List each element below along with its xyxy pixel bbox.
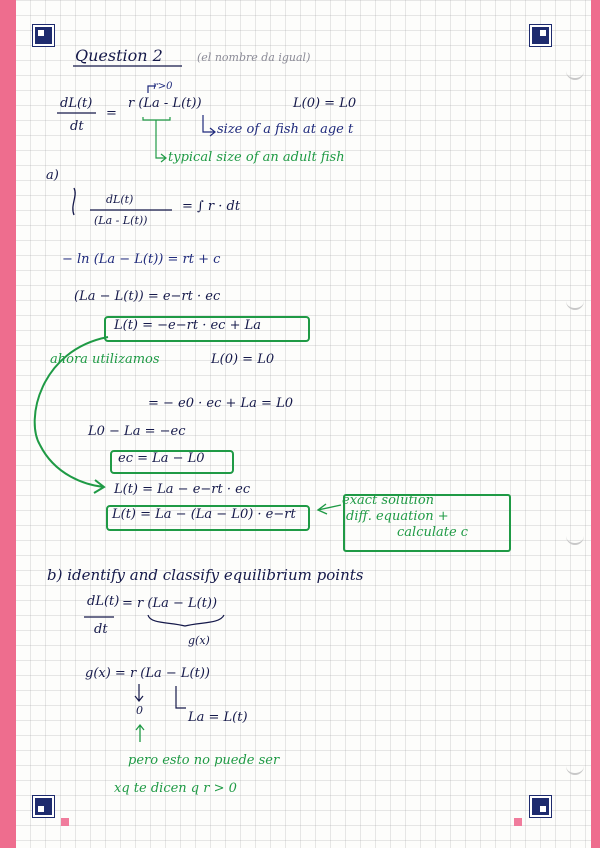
note-size-fish: size of a fish at age t — [217, 122, 354, 137]
integral-numerator: dL(t) — [106, 193, 134, 206]
step-solve-c: L0 − La = −ec — [88, 424, 186, 439]
r-pointer-arrow — [148, 86, 156, 93]
eqb-denominator: dt — [94, 622, 108, 637]
g-line: g(x) = r (La − L(t)) — [85, 666, 210, 681]
question-subtitle: (el nombre da igual) — [197, 51, 311, 64]
integral-sign — [73, 188, 75, 215]
note-pero: pero esto no puede ser — [128, 753, 280, 768]
exact-note-line3: calculate c — [397, 525, 469, 540]
branch-equilibrium: La = L(t) — [188, 710, 248, 725]
g-label: g(x) — [188, 634, 210, 647]
step-general: L(t) = La − e−rt · ec — [114, 482, 251, 497]
eq-lhs-numerator: dL(t) — [60, 96, 93, 111]
green-loop-arrow — [35, 337, 108, 487]
down-arrow-g — [135, 684, 143, 701]
eqb-numerator: dL(t) — [87, 594, 120, 609]
up-arrow-zero — [136, 725, 144, 742]
zero-value: 0 — [136, 704, 143, 717]
step-log: − ln (La − L(t)) = rt + c — [62, 252, 221, 267]
integral-denominator: (La - L(t)) — [94, 214, 148, 227]
branch-arrow — [176, 686, 186, 708]
exact-note-arrow — [318, 504, 341, 514]
boxed-result-3-text: L(t) = La − (La − L0) · e−rt — [112, 507, 296, 522]
eq-lhs-denominator: dt — [70, 119, 84, 134]
step-exp: (La − L(t)) = e−rt · ec — [74, 289, 221, 304]
integral-rhs: = ∫ r · dt — [182, 199, 241, 214]
note-ahora: ahora utilizamos — [50, 352, 160, 367]
note-xq: xq te dicen q r > 0 — [114, 781, 237, 796]
g-brace — [148, 615, 224, 626]
initial-condition: L(0) = L0 — [293, 96, 357, 111]
boxed-result-2-text: ec = La − L0 — [118, 451, 205, 466]
note-typical-size: typical size of an adult fish — [168, 150, 345, 165]
part-b-label: b) identify and classify equilibrium points — [47, 566, 364, 584]
exact-note-line2: diff. equation + — [346, 509, 449, 524]
initial-use: L(0) = L0 — [211, 352, 275, 367]
boxed-result-1-text: L(t) = −e−rt · ec + La — [114, 318, 261, 333]
eq-rhs: r (La - L(t)) — [128, 96, 202, 111]
eq-equals: = — [106, 106, 117, 121]
step-substitute: = − e0 · ec + La = L0 — [148, 396, 293, 411]
r-positive-note: r>0 — [153, 81, 173, 92]
typical-bracket — [143, 117, 170, 158]
eqb-rhs: = r (La − L(t)) — [122, 596, 218, 611]
exact-note-line1: exact solution — [342, 493, 435, 508]
question-title: Question 2 — [75, 46, 163, 65]
part-a-label: a) — [46, 168, 59, 183]
